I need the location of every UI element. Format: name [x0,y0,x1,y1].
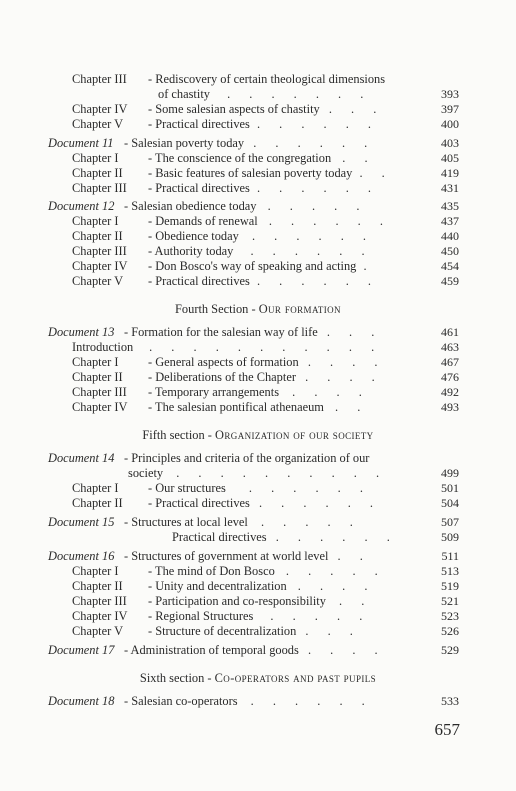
toc-entry [128,466,387,480]
chapter-label: Chapter IV [72,259,128,273]
page-ref: 400 [441,117,459,131]
intro-label: Introduction [72,340,134,354]
entry-title: - Structure of decentralization [148,624,297,638]
toc-entry [48,515,361,529]
toc-entry [158,87,371,101]
leader-dots: . . . . [297,579,376,593]
entry-title: - Structures at local level [124,515,248,529]
chapter-label: Chapter III [72,72,127,86]
toc-entry [72,340,382,354]
page-ref: 533 [441,694,459,708]
toc-entry [72,117,379,131]
toc-entry [48,694,373,708]
leader-dots: . . . . . . [251,229,375,243]
leader-dots: . . [339,594,373,608]
page-ref: 523 [441,609,459,623]
toc-entry [72,355,386,369]
entry-title: Practical directives [172,530,267,544]
section-heading [0,671,516,685]
entry-title: - Salesian co-operators [124,694,238,708]
page-ref: 405 [441,151,459,165]
toc-entry [72,579,375,593]
chapter-label: Chapter I [72,355,119,369]
toc-entry [72,481,371,495]
leader-dots: . . . . . . [250,694,373,708]
chapter-label: Chapter I [72,481,119,495]
toc-entry [72,72,385,86]
entry-title: - Administration of temporal goods [124,643,299,657]
leader-dots: . [363,259,375,273]
section-heading [0,302,516,316]
entry-title: - Obedience today [148,229,239,243]
section-prefix: Fourth Section - [175,302,256,316]
toc-entry [72,244,373,258]
leader-dots: . . . . . . [253,136,376,150]
toc-entry [172,530,398,544]
chapter-label: Chapter V [72,117,124,131]
page-ref: 493 [441,400,459,414]
entry-title: - Our structures [148,481,226,495]
entry-title: - Formation for the salesian way of life [124,325,318,339]
entry-title: - Unity and decentralization [148,579,287,593]
toc-entry [48,643,386,657]
section-title: Organization of our society [215,428,374,442]
document-label: Document 18 [48,694,115,708]
leader-dots: . . . . . . . [227,87,372,101]
document-label: Document 13 [48,325,115,339]
page-ref: 501 [441,481,459,495]
toc-entry [72,214,391,228]
chapter-label: Chapter V [72,624,124,638]
leader-dots: . . . . [305,370,383,384]
toc-entry [48,549,371,563]
chapter-label: Chapter III [72,385,127,399]
page-ref: 504 [441,496,459,510]
leader-dots: . . . [326,325,383,339]
entry-title: - Authority today [148,244,234,258]
toc-entry [72,274,379,288]
entry-title: - The mind of Don Bosco [148,564,275,578]
leader-dots: . . [335,400,369,414]
leader-dots: . . . . . . . . . . . [149,340,383,354]
leader-dots: . . [337,549,371,563]
page-ref: 507 [441,515,459,529]
page-ref: 529 [441,643,459,657]
page-ref: 519 [441,579,459,593]
entry-title: - General aspects of formation [148,355,299,369]
document-label: Document 16 [48,549,115,563]
page-ref: 476 [441,370,459,384]
page-ref: 450 [441,244,459,258]
entry-title: - Participation and co-responsibility [148,594,326,608]
entry-title: - Practical directives [148,117,250,131]
toc-entry [48,325,382,339]
page-ref: 492 [441,385,459,399]
page-ref: 440 [441,229,459,243]
leader-dots: . . . . [307,643,386,657]
page-ref: 509 [441,530,459,544]
entry-title: society [128,466,164,480]
leader-dots: . . . . . . [256,117,380,131]
document-label: Document 15 [48,515,115,529]
page-ref: 521 [441,594,459,608]
document-label: Document 11 [48,136,114,150]
toc-entry [48,199,367,213]
page-ref: 403 [441,136,459,150]
chapter-label: Chapter II [72,496,123,510]
leader-dots: . . . . . [285,564,386,578]
leader-dots: . . . . [307,355,386,369]
toc-entry [72,166,393,180]
entry-title: - Some salesian aspects of chastity [148,102,320,116]
chapter-label: Chapter I [72,214,119,228]
section-title: Our formation [258,302,341,316]
page-ref: 467 [441,355,459,369]
page-ref: 435 [441,199,459,213]
entry-title: - Practical directives [148,496,250,510]
chapter-label: Chapter IV [72,609,128,623]
entry-title: - Practical directives [148,274,250,288]
page-ref: 499 [441,466,459,480]
leader-dots: . . . . . . [250,244,373,258]
leader-dots: . . . . . [267,199,368,213]
leader-dots: . . . . [292,385,370,399]
page-ref: 393 [441,87,459,101]
page-ref: 431 [441,181,459,195]
page-number: 657 [434,720,460,739]
entry-title: - Demands of renewal [148,214,258,228]
leader-dots: . . . . . . . . . . [176,466,388,480]
entry-title: - Basic features of salesian poverty today [148,166,353,180]
document-label: Document 12 [48,199,115,213]
page-ref: 461 [441,325,459,339]
entry-title: - Rediscovery of certain theological dimensions [148,72,386,86]
toc-entry [48,451,369,465]
toc-entry [72,385,370,399]
leader-dots: . . [342,151,376,165]
document-label: Document 17 [48,643,115,657]
leader-dots: . . . . . . [268,214,391,228]
entry-title: - Don Bosco's way of speaking and acting [148,259,357,273]
toc-entry [48,136,375,150]
entry-title: - Deliberations of the Chapter [148,370,296,384]
entry-title: - Salesian obedience today [124,199,257,213]
toc-entry [72,400,368,414]
toc-entry [72,102,384,116]
leader-dots: . . . . . . [275,530,398,544]
page-ref: 459 [441,274,459,288]
section-title: Co-operators and past pupils [214,671,377,685]
leader-dots: . . . . . . [256,274,380,288]
toc-entry [72,624,361,638]
section-heading [0,428,516,442]
entry-title: - Structures of government at world level [124,549,329,563]
page-ref: 511 [441,549,459,563]
section-prefix: Sixth section - [139,671,212,685]
entry-title: - Temporary arrangements [148,385,280,399]
chapter-label: Chapter III [72,181,127,195]
section-prefix: Fifth section - [142,428,212,442]
entry-title: of chastity [158,87,210,101]
toc-entry [72,229,374,243]
leader-dots: . . . [305,624,361,638]
document-label: Document 14 [48,451,115,465]
chapter-label: Chapter IV [72,102,128,116]
leader-dots: . . . . . . [256,181,380,195]
chapter-label: Chapter I [72,151,119,165]
chapter-label: Chapter I [72,564,119,578]
leader-dots: . . . . . [270,609,371,623]
toc-entry [72,496,381,510]
chapter-label: Chapter V [72,274,124,288]
page-ref: 397 [441,102,459,116]
chapter-label: Chapter III [72,594,127,608]
leader-dots: . . [359,166,393,180]
page-ref: 437 [441,214,459,228]
chapter-label: Chapter II [72,229,123,243]
toc-entry [72,370,383,384]
entry-title: - The conscience of the congregation [148,151,332,165]
leader-dots: . . . . . . [258,496,382,510]
chapter-label: Chapter IV [72,400,128,414]
chapter-label: Chapter III [72,244,127,258]
page-ref: 419 [441,166,459,180]
page-ref: 463 [441,340,459,354]
toc-entry [72,609,370,623]
entry-title: - Principles and criteria of the organization of our [124,451,370,465]
toc-entry [72,564,386,578]
toc-entry [72,181,379,195]
chapter-label: Chapter II [72,370,123,384]
entry-title: - Practical directives [148,181,250,195]
toc-entry [72,259,375,273]
entry-title: - The salesian pontifical athenaeum [148,400,324,414]
toc-entry [72,151,376,165]
leader-dots: . . . [328,102,385,116]
leader-dots: . . . . . . [248,481,371,495]
chapter-label: Chapter II [72,166,123,180]
page-ref: 526 [441,624,459,638]
toc-entry [72,594,372,608]
entry-title: - Regional Structures [148,609,254,623]
chapter-label: Chapter II [72,579,123,593]
leader-dots: . . . . . [260,515,361,529]
entry-title: - Salesian poverty today [124,136,245,150]
page-ref: 454 [441,259,459,273]
page-ref: 513 [441,564,459,578]
